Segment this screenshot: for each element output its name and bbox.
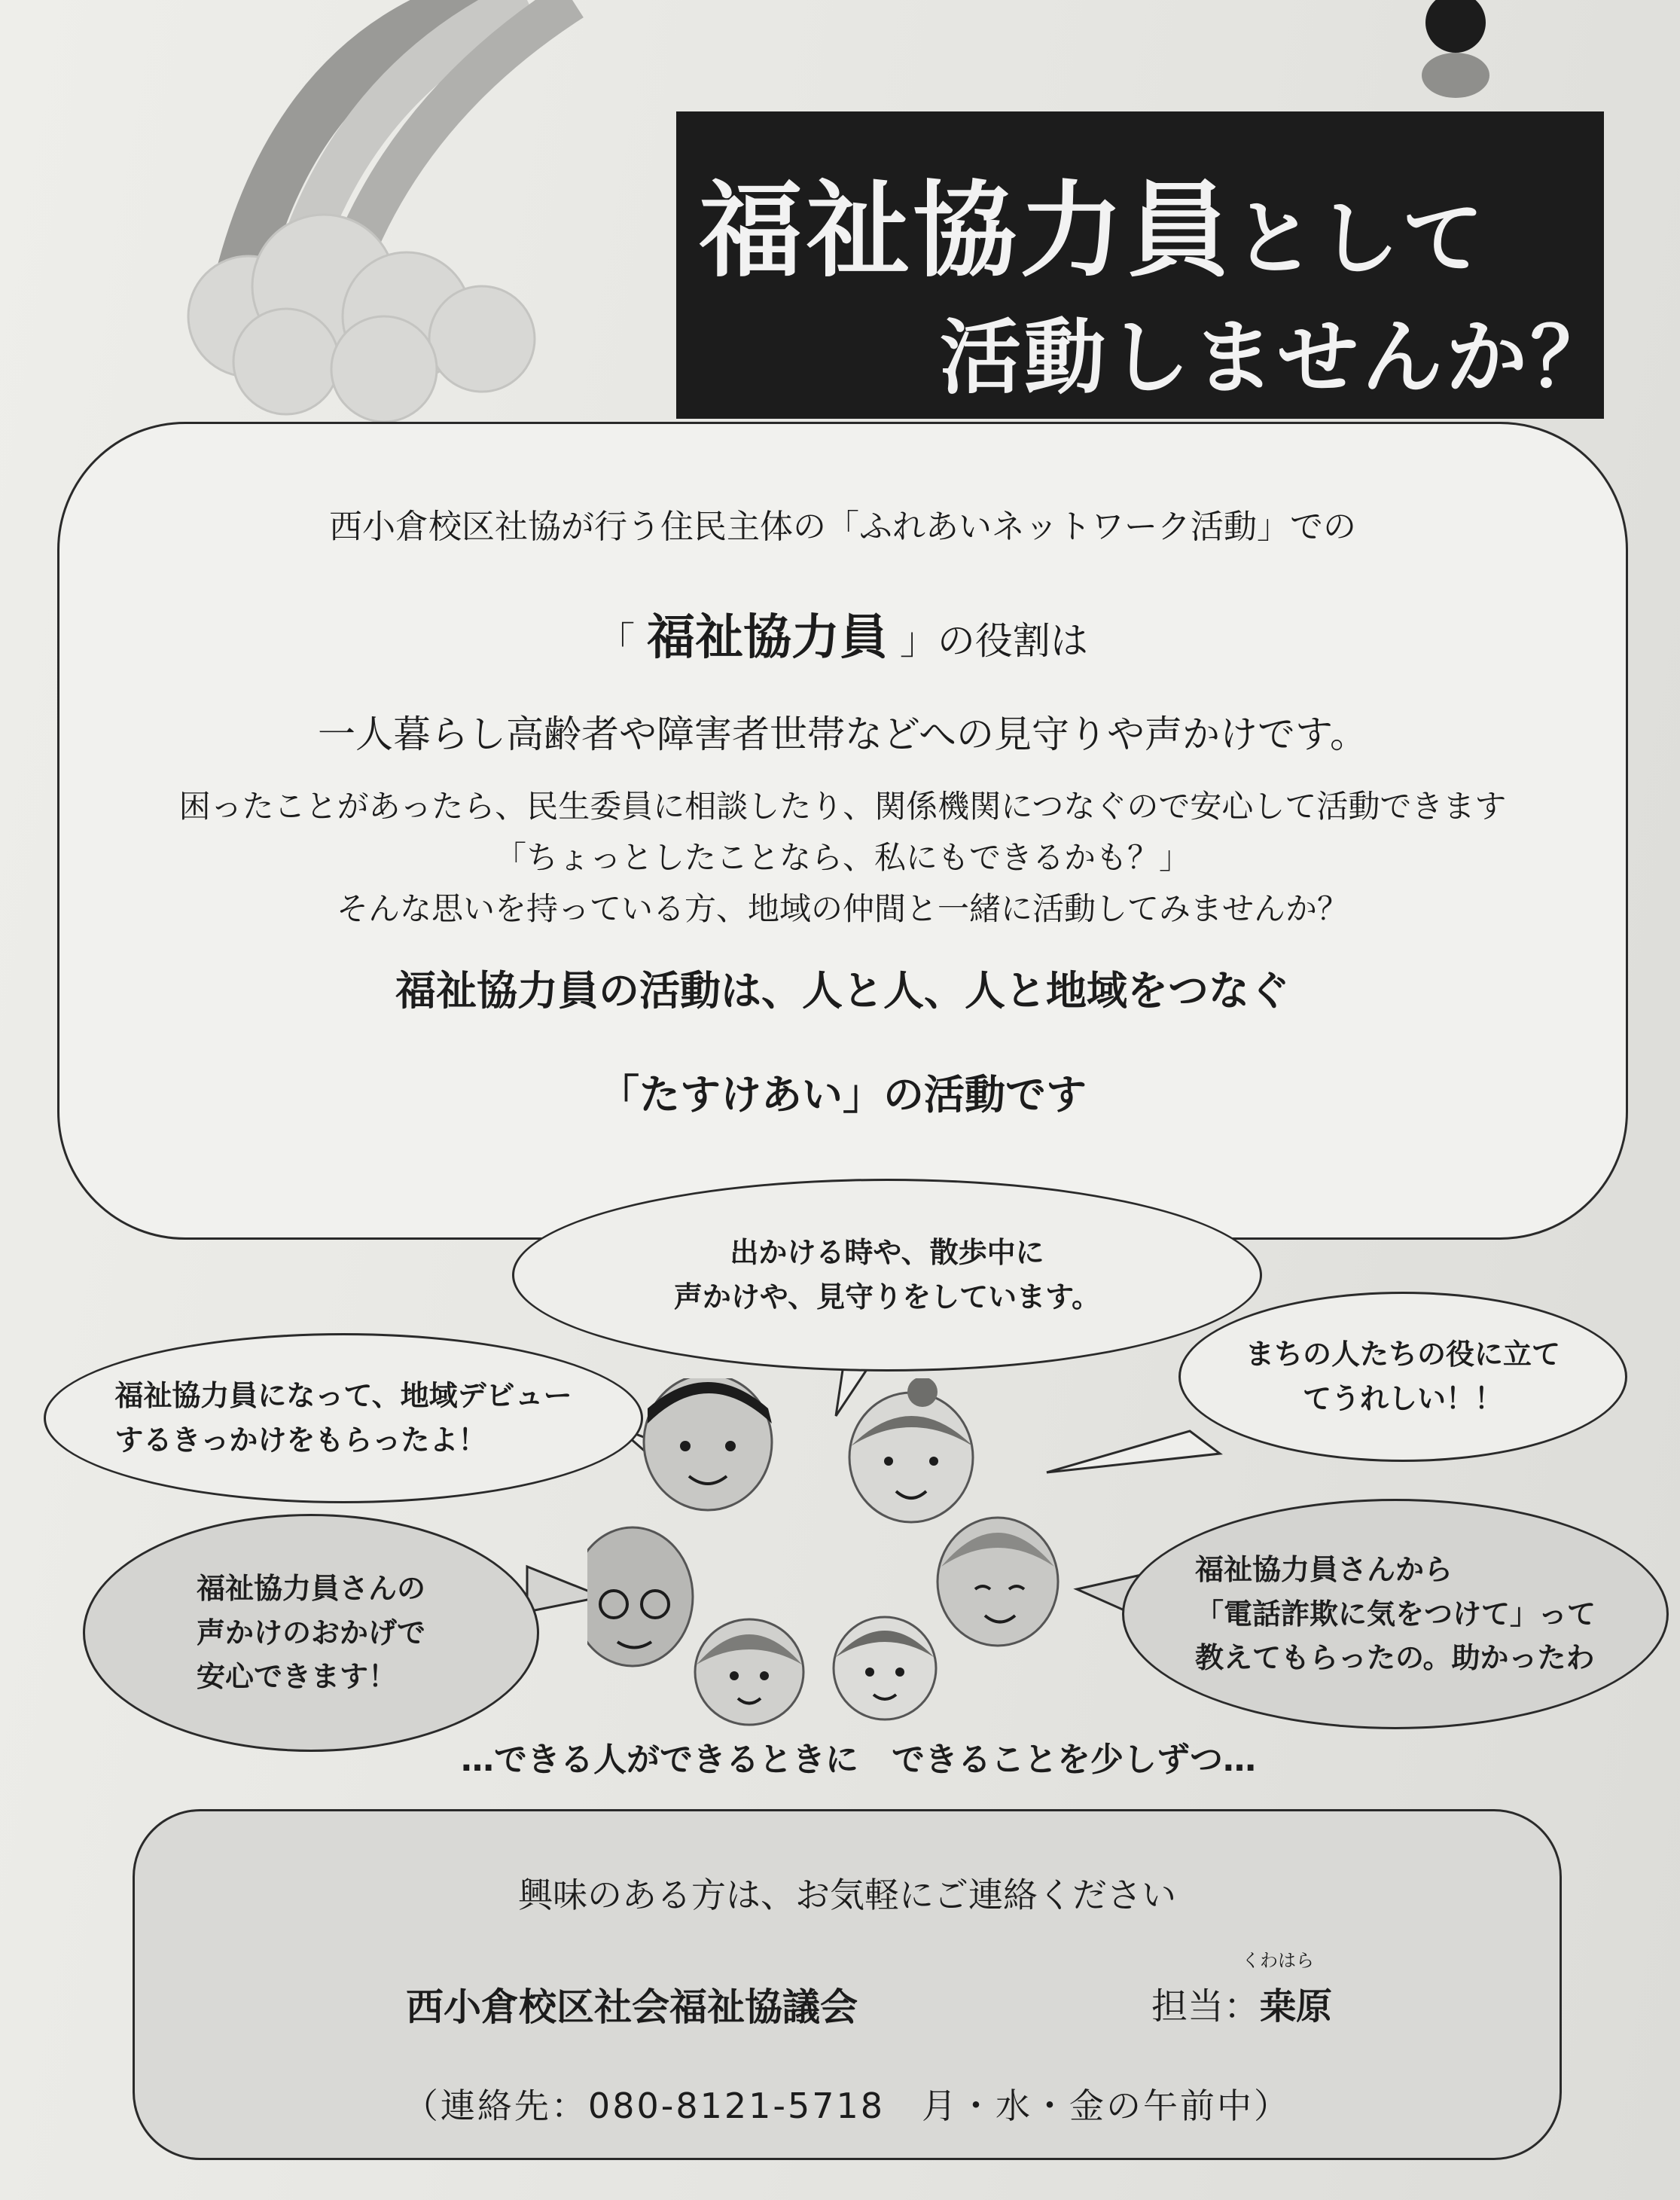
tagline: …できる人ができるときに できることを少しずつ… <box>461 1741 1256 1779</box>
speech-bubble-right-upper <box>1178 1292 1627 1462</box>
intro-line-3: 一人暮らし高齢者や障害者世帯などへの見守りや声かけです。 <box>318 712 1367 756</box>
contact-invite: 興味のある方は、お気軽にご連絡ください <box>518 1875 1176 1915</box>
elderly-woman-face-icon <box>938 1518 1058 1646</box>
speech-text-right-lower: 福祉協力員さんから 「電話詐欺に気をつけて」って 教えてもらったの。助かったわ <box>1194 1552 1596 1675</box>
staff-info <box>1151 1977 1332 2029</box>
speech-bubble-top <box>512 1179 1262 1372</box>
quote-open: 「 <box>597 619 636 663</box>
speech-text-right-upper: まちの人たちの役に立て てうれしい！！ <box>1245 1338 1560 1415</box>
intro-line-6: そんな思いを持っている方、地域の仲間と一緒に活動してみませんか？ <box>336 890 1349 927</box>
headline-main: 福祉協力員 <box>699 170 1234 291</box>
community-faces-illustration <box>587 1378 1084 1732</box>
intro-line-7: 福祉協力員の活動は、人と人、人と地域をつなぐ <box>395 967 1290 1015</box>
speech-bubble-left-upper <box>44 1333 643 1503</box>
boy-face-icon <box>834 1617 936 1719</box>
speech-bubble-left-lower <box>83 1514 539 1752</box>
headline-line-2: 活動しませんか？ <box>940 311 1615 405</box>
speech-text-left-lower: 福祉協力員さんの 声かけのおかげで 安心できます！ <box>196 1571 425 1694</box>
headline-suffix: として <box>1233 192 1487 286</box>
staff-label: 担当： <box>1151 1985 1261 2028</box>
organization-name: 西小倉校区社会福祉協議会 <box>406 1985 858 2029</box>
intro-line-5: 「ちょっとしたことなら、私にもできるかも？」 <box>494 839 1191 876</box>
intro-line-8: 「たすけあい」の活動です <box>599 1071 1087 1118</box>
role-name: 福祉協力員 <box>647 610 888 666</box>
intro-line-1: 西小倉校区社協が行う住民主体の「ふれあいネットワーク活動」での <box>329 508 1356 546</box>
woman-face-icon <box>849 1378 973 1522</box>
staff-name: 桒原 <box>1260 1985 1333 2028</box>
quote-close: 」の役割は <box>899 619 1088 663</box>
speech-text-top: 出かける時や、散歩中に 声かけや、見守りをしています。 <box>673 1236 1101 1314</box>
man-face-icon <box>644 1378 772 1510</box>
girl-face-icon <box>695 1619 803 1725</box>
intro-line-4: 困ったことがあったら、民生委員に相談したり、関係機関につなぐので安心して活動できます <box>178 788 1507 825</box>
contact-panel <box>133 1809 1562 2160</box>
contact-phone: （連絡先：080-8121-5718 月・水・金の午前中） <box>403 2086 1291 2126</box>
elderly-man-face-icon <box>587 1527 693 1666</box>
staff-name-reading: くわはら <box>1242 1950 1314 1971</box>
speech-bubble-right-lower <box>1122 1499 1669 1729</box>
speech-text-left-upper: 福祉協力員になって、地域デビュー するきっかけをもらったよ！ <box>114 1379 572 1457</box>
